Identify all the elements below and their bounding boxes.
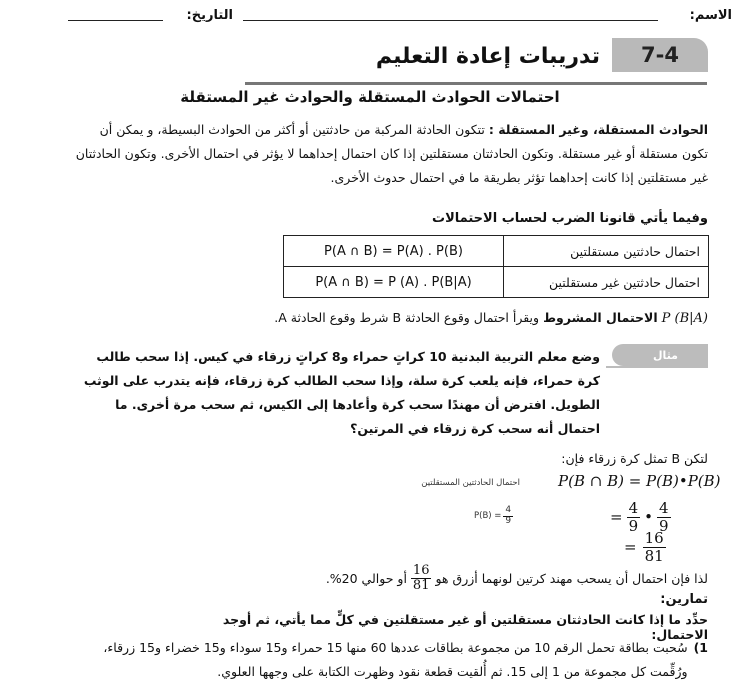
dot-operator: •	[644, 508, 653, 526]
fraction-numerator: 4	[505, 505, 512, 515]
rules-lead: وفيما يأتي قانونا الضرب لحساب الاحتمالات	[432, 211, 708, 226]
date-line	[68, 20, 163, 21]
table-row	[284, 267, 709, 298]
exercise-number: 1)	[693, 640, 708, 655]
conclusion-post: أو حوالي 20%.	[325, 570, 407, 586]
solution-let-line: لتكن B تمثل كرة زرقاء فإن:	[561, 451, 708, 466]
lesson-title: تدريبات إعادة التعليم	[375, 44, 600, 69]
table-row	[284, 236, 709, 267]
fraction-numerator: 4	[658, 499, 669, 517]
note-pb-fraction	[503, 506, 513, 527]
exercise-item-1	[70, 636, 708, 684]
example-text: وضع معلم التربية البدنية 10 كراتٍ حمراء و8 كراتٍ زرقاء في كيس. إذا سحب طالب كرة حمراء، فإنه يلعب كرة سلة، وإذا سحب الطالب كرة زرقاء، فإنه يتدرب على الوثب الطويل. افترض أن مهندًا سحب كرة وأعادها إلى الكيس، ثم سحب مرة أخرى. ما احتمال أنه سحب كرة زرقاء في المرتين؟	[83, 349, 600, 436]
fraction-denominator: 81	[644, 546, 664, 565]
fraction-denominator: 9	[505, 515, 512, 526]
fraction-numerator: 4	[628, 499, 639, 517]
solution-eq1: P(B ∩ B) = P(B)•P(B)	[558, 472, 721, 490]
example-tab-underline	[606, 366, 708, 368]
conditional-symbol: P (B|A)	[661, 311, 708, 326]
conclusion-fraction	[411, 564, 432, 594]
fraction-denominator: 9	[628, 516, 639, 535]
conditional-term: الاحتمال المشروط	[543, 310, 658, 325]
intro-paragraph	[70, 118, 708, 190]
solution-step3	[624, 530, 666, 564]
date-label: التاريخ:	[186, 8, 233, 23]
equals-sign: =	[610, 508, 623, 526]
exercise-text: سُحبت بطاقة تحمل الرقم 10 من مجموعة بطاقات عددها 60 منها 15 حمراء و15 سوداء و15 خضراء و15 زرقاء، ورُقِّمت كل مجموعة من 1 إلى 15. ثم أُلقيت قطعة نقود وظهرت الكتابة على وجهها العلوي.	[103, 640, 688, 679]
conclusion-pre: لذا فإن احتمال أن يسحب مهند كرتين لونهما أزرق هو	[435, 570, 708, 586]
fraction-denominator: 81	[412, 578, 430, 594]
rule-name: احتمال حادثتين غير مستقلتين	[504, 267, 709, 298]
rule-formula: P(A ∩ B) = P (A) . P(B|A)	[284, 267, 504, 298]
conditional-text: ويقرأ احتمال وقوع الحادثة B شرط وقوع الحادثة A.	[274, 310, 540, 325]
equals-sign: =	[624, 538, 637, 556]
note-pb-label: P(B) =	[474, 511, 502, 522]
multiplication-rules-table	[283, 235, 709, 298]
exercises-heading: تمارين:	[660, 592, 708, 607]
lesson-subtitle: احتمالات الحوادث المستقلة والحوادث غير المستقلة	[180, 88, 560, 106]
note-independent-events: احتمال الحادثتين المستقلتين	[421, 478, 520, 488]
conditional-line	[250, 306, 708, 331]
intro-term: الحوادث المستقلة، وغير المستقلة :	[488, 122, 708, 137]
note-pb	[474, 506, 513, 527]
rule-formula: P(A ∩ B) = P(A) . P(B)	[284, 236, 504, 267]
name-line	[243, 20, 658, 21]
step3-fraction	[643, 530, 666, 564]
intro-text: تتكون الحادثة المركبة من حادثتين أو أكثر من الحوادث البسيطة، و يمكن أن تكون مستقلة أو غير مستقلة. وتكون الحادثتان مستقلتين إذا كان احتمال إحداهما لا يؤثر في احتمال الأخرى. وتكون الحادثتان غير مستقلتين إذا كانت إحداهما تؤثر بطريقة ما في احتمال حدوث الأخرى.	[75, 122, 708, 185]
solution-conclusion	[300, 564, 708, 594]
step2-fraction-1	[627, 500, 641, 534]
fraction-denominator: 9	[658, 516, 669, 535]
exercises-instruction: حدِّد ما إذا كانت الحادثتان مستقلتين أو غير مستقلتين في كلٍّ مما يأتي، ثم أوجد الاحتمال:	[222, 612, 708, 642]
name-label: الاسم:	[689, 8, 732, 23]
fraction-numerator: 16	[412, 563, 430, 578]
rule-name: احتمال حادثتين مستقلتين	[504, 236, 709, 267]
lesson-number: 7-4	[612, 38, 708, 72]
fraction-numerator: 16	[644, 529, 664, 547]
example-tab: مثال	[612, 344, 708, 366]
